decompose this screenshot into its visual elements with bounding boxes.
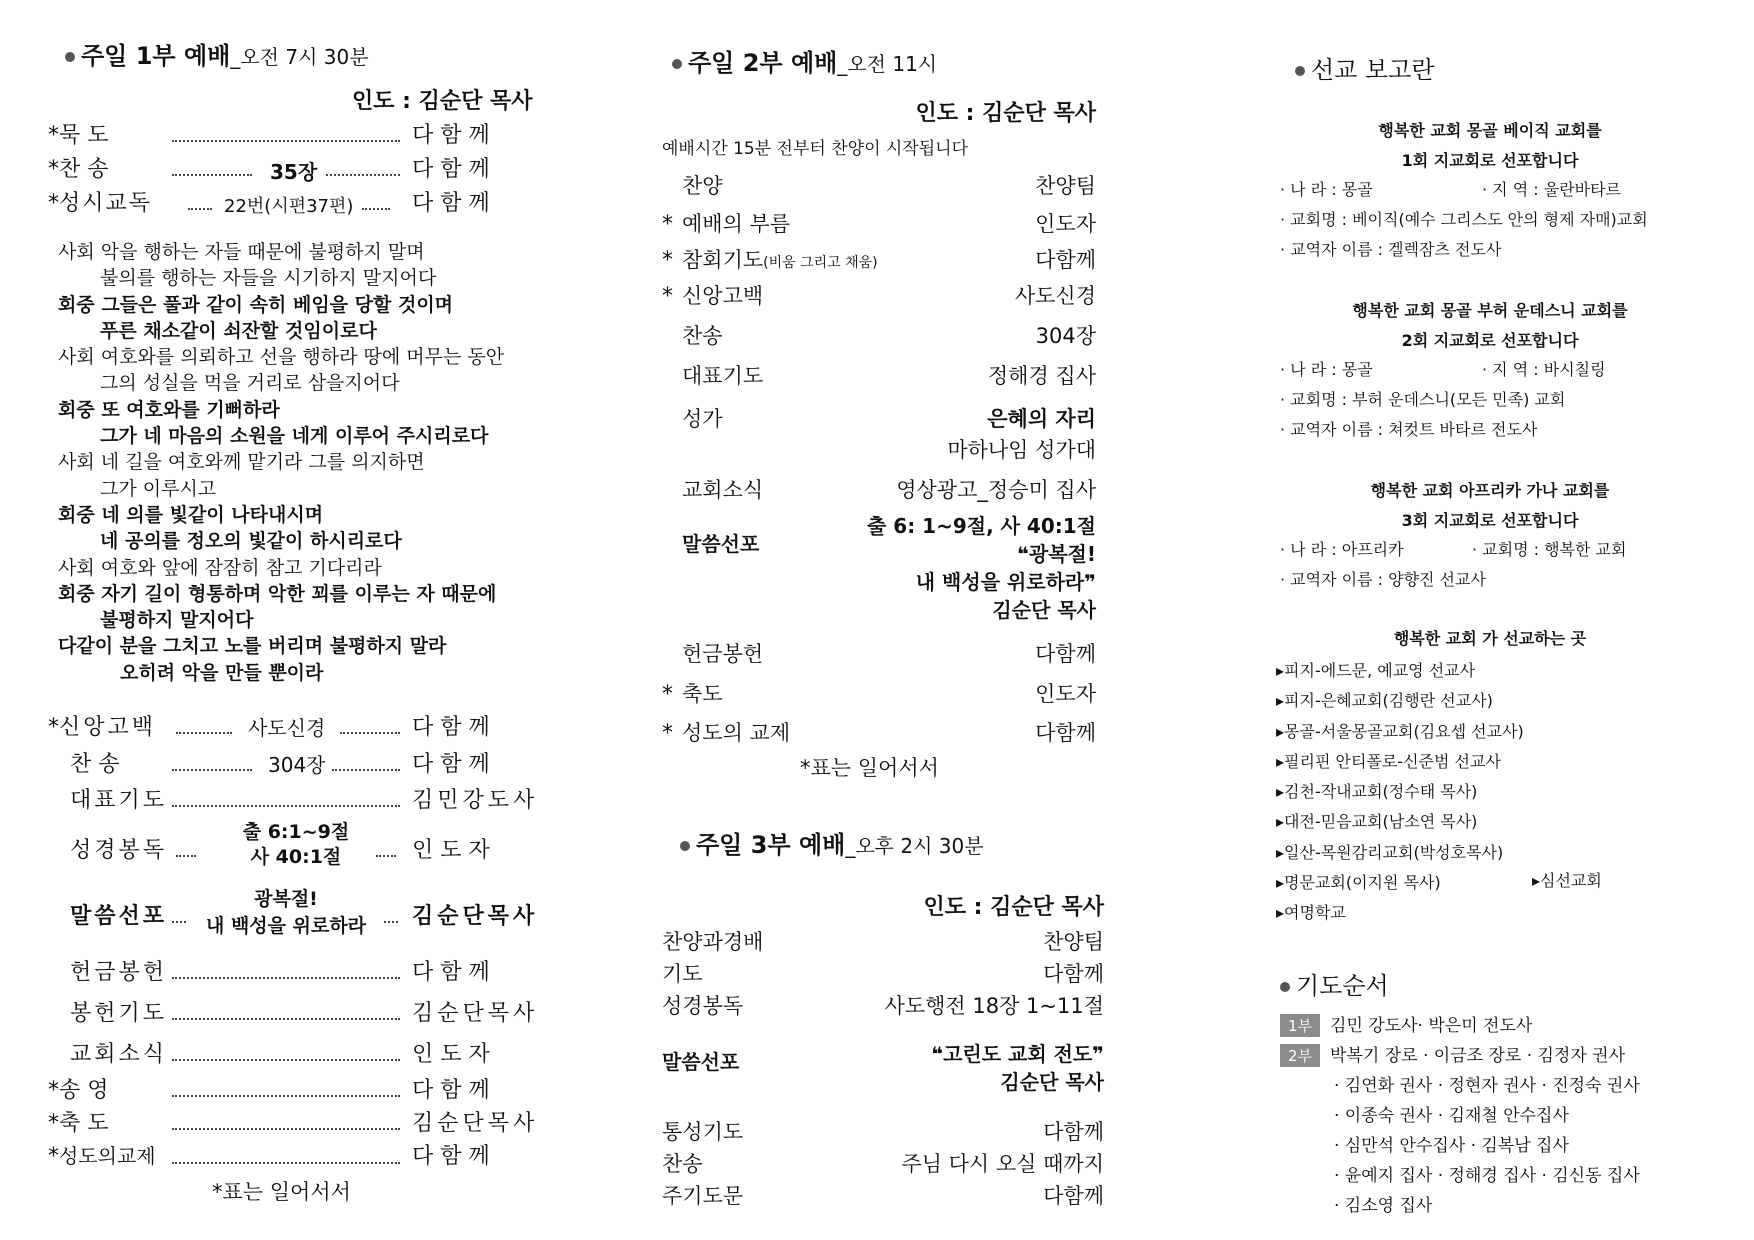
dotted-leader [172, 769, 252, 771]
dotted-leader [176, 855, 196, 857]
bullet-icon [680, 841, 690, 851]
row-value: 다 함 께 [412, 715, 490, 740]
prayer-names-list [1334, 1071, 1640, 1221]
item-label: 예배의 부름 [682, 212, 791, 236]
sermon-title-line2: 내 백성을 위로하라 [205, 915, 367, 937]
col2-item [662, 320, 723, 350]
item-label: 축도 [682, 682, 723, 706]
reading-line: 사회 네 길을 여호와께 맡기라 그를 의지하면 [58, 451, 425, 474]
row-label: 찬 송 [59, 157, 109, 182]
mission-place: ▸일산-목원감리교회(박성호목사) [1276, 842, 1504, 862]
reading-line: 불의를 행하는 자들을 시기하지 말지어다 [100, 267, 437, 290]
stand-marker: * [48, 1144, 59, 1169]
col2-item [662, 638, 763, 668]
stand-marker: * [662, 721, 673, 746]
mission-line: · 교역자 이름 : 겔렉잠츠 전도사 [1280, 240, 1502, 259]
service-tag: 1부 [1280, 1014, 1320, 1037]
item-label: 기도 [662, 962, 703, 986]
prayer-names: 박복기 장로 · 이금조 장로 · 김정자 권사 [1330, 1046, 1626, 1066]
col2-item [662, 244, 878, 274]
responsive-reading [58, 239, 504, 686]
row-mid: 304장 [268, 753, 326, 777]
item-label: 참회기도 [682, 248, 764, 272]
mission-place: ▸심선교회 [1532, 871, 1602, 890]
stand-note: *표는 일어서서 [212, 1180, 351, 1204]
col1-row-prayer-label: 대표기도 [70, 788, 168, 813]
mission-head-line2: 1회 지교회로 선포합니다 [1401, 151, 1579, 170]
reading-line: 그의 성실을 먹을 거리로 삼을지어다 [100, 372, 400, 395]
mission-line: · 교역자 이름 : 양향진 선교사 [1280, 570, 1486, 589]
mission-places-list [1276, 656, 1524, 929]
prayer-row-2 [1280, 1041, 1625, 1067]
dotted-leader [172, 1095, 400, 1097]
stand-marker: * [48, 1111, 59, 1136]
reading-line: 다같이 분을 그치고 노를 버리며 불평하지 말라 [58, 635, 447, 658]
mission-line: · 나 라 : 아프리카 [1280, 540, 1404, 559]
row-value: 다 함 께 [412, 1078, 490, 1103]
row-value: 다 함 께 [412, 157, 490, 182]
col1-leader: 인도 : 김순단 목사 [352, 89, 533, 114]
mission-place: ▸여명학교 [1276, 903, 1346, 923]
col2-item [662, 208, 790, 238]
stand-note: *표는 일어서서 [800, 756, 939, 780]
item-label: 찬양 [682, 174, 723, 198]
row-label: 신앙고백 [59, 715, 157, 740]
stand-marker: * [48, 123, 59, 148]
reading-line: 불평하지 말지어다 [100, 609, 254, 632]
sermon-title-line1: ❝광복절! [1017, 542, 1096, 566]
item-label: 성도의 교제 [682, 721, 791, 745]
mission-block-head [1280, 476, 1700, 536]
anthem-label: 성가 [682, 407, 723, 431]
reading-ref-line2: 사 40:1절 [250, 846, 342, 868]
bullet-icon [672, 59, 682, 69]
col1-row-news-label: 교회소식 [70, 1042, 168, 1067]
item-value: 사도행전 18장 1~11절 [884, 994, 1104, 1018]
bullet-icon [1295, 66, 1305, 76]
row-mid: 35장 [270, 160, 318, 184]
prayer-names: · 심만석 안수집사 · 김복남 집사 [1334, 1136, 1569, 1156]
col2b-leader: 인도 : 김순단 목사 [923, 895, 1104, 920]
col1-row-sermon-label: 말씀선포 [70, 904, 168, 929]
mission-head-line1: 행복한 교회 아프리카 가나 교회를 [1370, 481, 1610, 500]
mission-place: ▸필리핀 안티폴로-신준범 선교사 [1276, 751, 1501, 771]
col1-row-hymn2-label: 찬 송 [70, 752, 120, 777]
item-label: 성경봉독 [662, 994, 744, 1018]
row-value: 다 함 께 [412, 123, 490, 148]
item-value: 다함께 [1035, 721, 1096, 745]
item-value: 사도신경 [1014, 284, 1096, 308]
sermon-preacher: 김순단 목사 [992, 598, 1096, 622]
mission-place: ▸피지-에드문, 예교영 선교사 [1276, 661, 1476, 680]
item-value: 찬양팀 [1035, 174, 1096, 198]
mission-place: ▸피지-은혜교회(김행란 선교사) [1276, 691, 1493, 711]
stand-marker: * [662, 682, 673, 707]
dotted-leader [172, 1162, 400, 1164]
mission-line: · 나 라 : 몽골 [1280, 180, 1373, 199]
stand-marker: * [48, 715, 59, 740]
stand-marker: * [48, 157, 59, 182]
mission-block-head [1280, 296, 1700, 356]
prayer-title [1280, 966, 1389, 1001]
row-mid: 사도신경 [248, 716, 326, 740]
sermon-title: ❝고린도 교회 전도❞ [931, 1042, 1104, 1066]
col3-title [1295, 50, 1435, 85]
item-label: 찬양과경배 [662, 930, 764, 954]
bullet-icon [1280, 982, 1290, 992]
reading-line: 회중 그들은 풀과 같이 속히 베임을 당할 것이며 [58, 293, 454, 316]
stand-marker: * [662, 212, 673, 237]
prayer-names: 김민 강도사· 박은미 전도사 [1330, 1016, 1533, 1036]
col2b-title-time: _오후 2시 30분 [845, 834, 984, 858]
dotted-leader [362, 208, 390, 210]
dotted-leader [172, 921, 186, 923]
mission-head-line2: 2회 지교회로 선포합니다 [1401, 331, 1579, 350]
news-value: 영상광고_정승미 집사 [896, 478, 1096, 502]
prayer-row-1 [1280, 1011, 1532, 1037]
service-tag: 2부 [1280, 1044, 1320, 1067]
col1-title [65, 36, 369, 71]
dotted-leader [172, 805, 400, 807]
col2-item [662, 170, 723, 200]
col2b-title [680, 825, 984, 860]
item-label: 찬송 [662, 1152, 703, 1176]
col2-notice: 예배시간 15분 전부터 찬양이 시작됩니다 [662, 139, 968, 159]
item-label: 찬송 [682, 324, 723, 348]
col2-title [672, 43, 937, 78]
reading-ref [226, 820, 366, 870]
row-value: 인 도 자 [412, 1042, 490, 1067]
col1-row-offering-label: 헌금봉헌 [70, 960, 168, 985]
row-value: 김민강도사 [412, 788, 539, 813]
anthem-choir: 마하나임 성가대 [947, 438, 1096, 462]
stand-marker: * [662, 284, 673, 309]
row-label: 송 영 [59, 1078, 109, 1103]
reading-line: 그가 네 마음의 소원을 네게 이루어 주시리로다 [100, 425, 489, 448]
anthem-title: 은혜의 자리 [987, 407, 1096, 431]
col1-title-time: _오전 7시 30분 [230, 45, 369, 69]
mission-place: ▸몽골-서울몽골교회(김요셉 선교사) [1276, 721, 1524, 741]
col1-row-hymn [48, 152, 109, 183]
row-label: 성도의교제 [59, 1144, 156, 1168]
reading-line: 오히려 악을 만들 뿐이라 [120, 661, 324, 684]
item-value: 주님 다시 오실 때까지 [901, 1152, 1104, 1176]
col1-row-psalm [48, 186, 152, 217]
reading-line: 네 공의를 정오의 빛같이 하시리로다 [100, 530, 402, 553]
mission-place: ▸대전-믿음교회(남소연 목사) [1276, 812, 1478, 832]
stand-marker: * [48, 1078, 59, 1103]
reading-line: 사회 여호와 앞에 잠잠히 참고 기다리라 [58, 556, 382, 579]
dotted-leader [332, 769, 400, 771]
item-label: 헌금봉헌 [682, 642, 764, 666]
mission-line: · 교회명 : 행복한 교회 [1472, 540, 1627, 559]
mission-line: · 지 역 : 바시칠링 [1482, 360, 1606, 379]
col1-row-silent [48, 118, 159, 149]
col2-item [662, 678, 723, 708]
dotted-leader [172, 140, 400, 142]
item-label: 신앙고백 [682, 284, 764, 308]
row-value: 다 함 께 [412, 752, 490, 777]
item-label: 주기도문 [662, 1184, 744, 1208]
row-label: 묵 도 [59, 123, 109, 148]
prayer-names: · 윤예지 집사 · 정해경 집사 · 김신동 집사 [1334, 1166, 1640, 1186]
sermon-label: 말씀선포 [682, 532, 760, 556]
item-label: 대표기도 [682, 364, 764, 388]
reading-line: 회중 자기 길이 형통하며 악한 꾀를 이루는 자 때문에 [58, 582, 497, 605]
sermon-ref: 출 6: 1~9절, 사 40:1절 [867, 514, 1096, 538]
sermon-label: 말씀선포 [662, 1050, 740, 1074]
row-value: 김순단목사 [412, 1001, 539, 1026]
stand-marker: * [662, 248, 673, 273]
stand-marker: * [48, 191, 59, 216]
dotted-leader [172, 1128, 400, 1130]
dotted-leader [188, 208, 212, 210]
item-value: 다함께 [1035, 248, 1096, 272]
reading-line: 푸른 채소같이 쇠잔할 것임이로다 [100, 319, 377, 342]
mission-line: · 교회명 : 베이직(예수 그리스도 안의 형제 자매)교회 [1280, 210, 1648, 229]
dotted-leader [172, 174, 252, 176]
mission-line: · 지 역 : 울란바타르 [1482, 180, 1622, 199]
reading-line: 그가 이루시고 [100, 477, 217, 500]
mission-head-line1: 행복한 교회 몽골 베이직 교회를 [1378, 121, 1602, 140]
row-value: 다 함 께 [412, 191, 490, 216]
item-value: 정해경 집사 [987, 364, 1096, 388]
mission-place: ▸명문교회(이지원 목사) [1276, 873, 1441, 893]
bullet-icon [65, 52, 75, 62]
col1-row-blessing [48, 1106, 109, 1137]
mission-line: · 교역자 이름 : 쳐컷트 바타르 전도사 [1280, 420, 1538, 439]
col2b-title-text: 주일 3부 예배 [696, 831, 846, 859]
item-label: 통성기도 [662, 1120, 744, 1144]
dotted-leader [326, 174, 400, 176]
prayer-names: · 김연화 권사 · 정현자 권사 · 진정숙 권사 [1334, 1076, 1640, 1096]
mission-block-head [1280, 116, 1700, 176]
item-label-small: (비움 그리고 채움) [763, 255, 878, 271]
col2-title-text: 주일 2부 예배 [688, 49, 838, 77]
dotted-leader [172, 977, 400, 979]
col3-title-text: 선교 보고란 [1311, 56, 1435, 84]
sermon-title-line1: 광복절! [254, 888, 318, 910]
sermon-title [196, 886, 376, 940]
item-value: 다함께 [1035, 642, 1096, 666]
item-value: 다함께 [1043, 962, 1104, 986]
col2-item [662, 280, 763, 310]
dotted-leader [376, 855, 396, 857]
dotted-leader [340, 732, 400, 734]
item-value: 인도자 [1035, 682, 1096, 706]
prayer-names: · 김소영 집사 [1334, 1196, 1433, 1216]
item-value: 다함께 [1043, 1184, 1104, 1208]
col2b-sermon-block [840, 1040, 1104, 1096]
row-mid: 22번(시편37편) [224, 196, 354, 217]
col2-title-time: _오전 11시 [837, 52, 938, 76]
item-value: 찬양팀 [1043, 930, 1104, 954]
news-label: 교회소식 [682, 478, 764, 502]
dotted-leader [172, 1059, 400, 1061]
mission-places-head: 행복한 교회 가 선교하는 곳 [1393, 629, 1587, 648]
dotted-leader [176, 732, 232, 734]
col1-row-doxology [48, 1073, 109, 1104]
dotted-leader [384, 921, 398, 923]
mission-head-line2: 3회 지교회로 선포합니다 [1401, 511, 1579, 530]
reading-line: 사회 악을 행하는 자들 때문에 불평하지 말며 [58, 241, 425, 263]
item-value: 304장 [1035, 324, 1096, 348]
row-value: 김순단목사 [412, 1111, 539, 1136]
reading-line: 회중 또 여호와를 기뻐하라 [58, 398, 280, 421]
col2-leader: 인도 : 김순단 목사 [915, 101, 1096, 126]
row-value: 김순단목사 [412, 904, 539, 929]
reading-line: 사회 여호와를 의뢰하고 선을 행하라 땅에 머무는 동안 [58, 346, 505, 369]
col2-item [662, 717, 790, 747]
mission-line: · 나 라 : 몽골 [1280, 360, 1373, 379]
col2-item [662, 360, 763, 390]
col1-row-creed [48, 710, 156, 741]
row-label: 성시교독 [59, 191, 153, 216]
col1-title-text: 주일 1부 예배 [81, 42, 231, 70]
reading-ref-line1: 출 6:1~9절 [242, 821, 350, 843]
col2-sermon-block [820, 512, 1096, 624]
sermon-preacher: 김순단 목사 [1000, 1070, 1104, 1094]
row-value: 인 도 자 [412, 838, 490, 863]
mission-place: ▸김천-작내교회(정수태 목사) [1276, 782, 1478, 802]
item-value: 인도자 [1035, 212, 1096, 236]
mission-head-line1: 행복한 교회 몽골 부허 운데스니 교회를 [1352, 301, 1628, 320]
prayer-title-text: 기도순서 [1296, 972, 1389, 1000]
col1-row-offerprayer-label: 봉헌기도 [70, 1001, 168, 1026]
dotted-leader [172, 1018, 400, 1020]
prayer-names: · 이종숙 권사 · 김재철 안수집사 [1334, 1106, 1569, 1126]
item-value: 다함께 [1043, 1120, 1104, 1144]
mission-line: · 교회명 : 부허 운데스니(모든 민족) 교회 [1280, 390, 1566, 409]
row-value: 다 함 께 [412, 1144, 490, 1169]
col1-row-reading-label: 성경봉독 [70, 838, 168, 863]
reading-line: 회중 네 의를 빛같이 나타내시며 [58, 503, 324, 526]
row-value: 다 함 께 [412, 960, 490, 985]
row-label: 축 도 [59, 1111, 109, 1136]
sermon-title-line2: 내 백성을 위로하라❞ [915, 570, 1096, 594]
col1-row-fellowship [48, 1140, 156, 1169]
